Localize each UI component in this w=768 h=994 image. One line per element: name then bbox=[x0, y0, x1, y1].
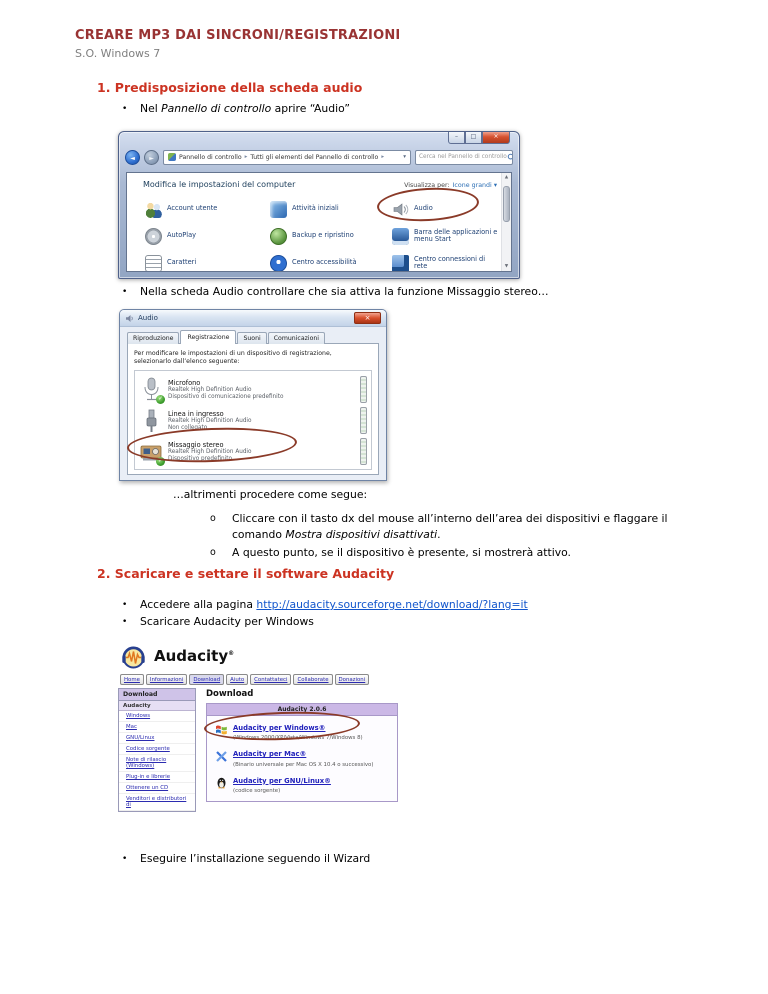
doc-title: CREARE MP3 DAI SINCRONI/REGISTRAZIONI bbox=[75, 28, 401, 43]
tab-registrazione: Registrazione bbox=[180, 330, 236, 344]
device-text bbox=[168, 441, 252, 463]
bullet-icon: • bbox=[122, 854, 128, 864]
sidebar-link-cd: Ottenere un CD bbox=[119, 783, 195, 794]
level-meter bbox=[360, 376, 367, 403]
download-heading: Download bbox=[206, 689, 254, 699]
sub-bullet-mostra-dispositivi bbox=[210, 511, 714, 543]
bullet-scaricare-audacity bbox=[122, 614, 314, 630]
text-run: . bbox=[437, 528, 441, 541]
close-icon: × bbox=[493, 133, 499, 140]
getting-started-icon bbox=[270, 201, 287, 218]
scroll-down-icon: ▼ bbox=[504, 264, 509, 269]
view-by-label: Visualizza per: bbox=[404, 182, 450, 189]
device-name: Microfono bbox=[168, 378, 201, 387]
section-1-heading: 1. Predisposizione della scheda audio bbox=[97, 80, 363, 95]
nav-donazioni: Donazioni bbox=[335, 674, 370, 685]
cp-item-label: Account utente bbox=[167, 204, 218, 213]
sub-bullet-icon: o bbox=[210, 513, 216, 524]
control-panel-screenshot bbox=[118, 131, 520, 279]
device-name: Missaggio stereo bbox=[168, 440, 224, 449]
cp-item-attivita-iniziali bbox=[270, 199, 392, 219]
cp-item-label: Audio bbox=[414, 204, 433, 213]
cp-item-centro-connessioni bbox=[392, 253, 511, 272]
bullet-text bbox=[140, 597, 528, 613]
taskbar-icon bbox=[392, 228, 409, 245]
cp-item-label: Centro accessibilità bbox=[292, 258, 357, 267]
level-meter bbox=[360, 438, 367, 465]
nav-informazioni: Informazioni bbox=[146, 674, 187, 685]
cp-item-audio bbox=[392, 199, 511, 219]
sidebar-link-mac: Mac bbox=[119, 722, 195, 733]
italic-run: Pannello di controllo bbox=[161, 102, 272, 115]
speaker-icon bbox=[125, 314, 134, 323]
scroll-up-icon: ▲ bbox=[504, 175, 509, 180]
followup-text: …altrimenti procedere come segue: bbox=[173, 488, 368, 501]
download-entry-linux bbox=[207, 769, 397, 795]
device-text bbox=[168, 410, 252, 432]
bullet-open-audio bbox=[122, 101, 350, 117]
sub-bullet-dispositivo-attivo bbox=[210, 545, 571, 561]
cp-item-account-utente bbox=[145, 199, 270, 219]
sidebar-link-gnulinux: GNU/Linux bbox=[119, 733, 195, 744]
nav-home: Home bbox=[120, 674, 144, 685]
nav-aiuto: Aiuto bbox=[226, 674, 248, 685]
text-run: Nel bbox=[140, 102, 162, 115]
bullet-icon: • bbox=[122, 287, 128, 297]
device-name: Linea in ingresso bbox=[168, 409, 224, 418]
address-bar bbox=[163, 150, 411, 165]
network-center-icon bbox=[392, 255, 409, 272]
device-row-linea-in-ingresso bbox=[139, 405, 367, 436]
audio-dialog-screenshot bbox=[119, 309, 387, 481]
back-button: ◄ bbox=[125, 150, 140, 165]
close-icon: × bbox=[364, 314, 371, 322]
device-row-missaggio-stereo bbox=[139, 436, 367, 467]
device-text bbox=[168, 379, 283, 401]
device-row-microfono bbox=[139, 374, 367, 405]
audacity-download-link[interactable]: http://audacity.sourceforge.net/download/?lang=it bbox=[256, 598, 528, 611]
speaker-icon bbox=[392, 201, 409, 218]
control-panel-heading: Modifica le impostazioni del computer bbox=[143, 180, 296, 189]
download-row bbox=[215, 748, 391, 761]
control-panel-header-row bbox=[127, 173, 511, 191]
fonts-icon bbox=[145, 255, 162, 272]
site-sidebar bbox=[118, 688, 196, 812]
dropdown-icon: ▾ bbox=[493, 182, 497, 189]
nav-collaborate: Collaborate bbox=[293, 674, 332, 685]
download-sub-windows: (Windows 2000/XP/Vista/Windows 7/Windows 8) bbox=[233, 735, 363, 741]
scrollbar bbox=[501, 173, 511, 271]
cp-item-caratteri bbox=[145, 253, 270, 272]
linux-tux-icon bbox=[215, 774, 228, 787]
sub-bullet-text bbox=[232, 511, 714, 543]
cp-item-label: Barra delle applicazioni e menu Start bbox=[414, 227, 498, 243]
dialog-panel bbox=[127, 343, 379, 475]
tab-comunicazioni: Comunicazioni bbox=[268, 332, 325, 344]
bullet-missaggio-stereo bbox=[122, 284, 549, 300]
control-panel-window bbox=[118, 131, 520, 279]
cp-item-barra-applicazioni bbox=[392, 226, 511, 246]
forward-button: ► bbox=[144, 150, 159, 165]
brand-text: Audacity bbox=[154, 647, 229, 665]
sidebar-link-plugin: Plug-in e librerie bbox=[119, 772, 195, 783]
download-entry-windows bbox=[207, 716, 397, 742]
windows-logo-icon bbox=[215, 721, 228, 734]
line-in-icon bbox=[139, 407, 163, 434]
sub-bullet-icon: o bbox=[210, 547, 216, 558]
mac-logo-icon bbox=[215, 748, 228, 761]
device-driver: Realtek High Definition Audio bbox=[168, 417, 252, 424]
doc-subtitle: S.O. Windows 7 bbox=[75, 47, 161, 60]
download-link-linux: Audacity per GNU/Linux® bbox=[233, 776, 331, 785]
device-status: Dispositivo predefinito bbox=[168, 455, 232, 462]
version-header: Audacity 2.0.6 bbox=[207, 704, 397, 716]
text-run: Accedere alla pagina bbox=[140, 598, 257, 611]
bullet-text: Nella scheda Audio controllare che sia attiva la funzione Missaggio stereo… bbox=[140, 285, 549, 298]
cp-item-label: Attività iniziali bbox=[292, 204, 339, 213]
cp-item-label: AutoPlay bbox=[167, 231, 197, 240]
nav-download: Download bbox=[189, 674, 224, 685]
bullet-icon: • bbox=[122, 617, 128, 627]
sidebar-link-venditori: Venditori e distributori di bbox=[119, 794, 195, 811]
audacity-logo-icon bbox=[120, 643, 147, 670]
view-by-selected: Icone grandi bbox=[452, 182, 492, 189]
sidebar-link-note-rilascio: Note di rilascio (Windows) bbox=[119, 755, 195, 772]
bullet-text: Scaricare Audacity per Windows bbox=[140, 615, 314, 628]
close-button bbox=[482, 132, 510, 144]
breadcrumb-separator-icon: ▸ bbox=[381, 154, 385, 160]
close-button bbox=[354, 312, 381, 324]
cp-item-label: Centro connessioni di rete bbox=[414, 254, 486, 270]
breadcrumb-separator-icon: ▸ bbox=[244, 154, 248, 160]
minimize-button bbox=[448, 132, 465, 144]
download-sub-linux: (codice sorgente) bbox=[233, 788, 281, 794]
microphone-icon bbox=[139, 376, 163, 403]
italic-run: Mostra dispositivi disattivati bbox=[285, 528, 438, 541]
device-driver: Realtek High Definition Audio bbox=[168, 386, 252, 393]
cp-item-label: Backup e ripristino bbox=[292, 231, 354, 240]
cp-item-centro-accessibilita bbox=[270, 253, 392, 272]
device-driver: Realtek High Definition Audio bbox=[168, 448, 252, 455]
search-placeholder: Cerca nel Pannello di controllo bbox=[419, 154, 507, 160]
text-run: Cliccare con il tasto dx del mouse all’interno dell’area dei dispositivi e flaggare il comando bbox=[232, 512, 668, 541]
sidebar-link-codice-sorgente: Codice sorgente bbox=[119, 744, 195, 755]
audio-dialog-window bbox=[119, 309, 387, 481]
text-run: aprire “Audio” bbox=[271, 102, 350, 115]
cp-item-backup bbox=[270, 226, 392, 246]
control-panel-body bbox=[126, 172, 512, 272]
download-sub-mac: (Binario universale per Mac OS X 10.4 o successivo) bbox=[233, 761, 374, 768]
default-device-check-icon: ✓ bbox=[156, 395, 165, 404]
bullet-icon: • bbox=[122, 104, 128, 114]
sidebar-subheader: Audacity bbox=[119, 701, 195, 711]
window-controls bbox=[448, 132, 510, 144]
site-nav bbox=[120, 674, 414, 685]
bullet-accedere-pagina bbox=[122, 597, 528, 613]
device-status: Dispositivo di comunicazione predefinito bbox=[168, 393, 284, 400]
user-accounts-icon bbox=[145, 201, 162, 218]
audacity-header bbox=[118, 640, 414, 672]
download-link-windows: Audacity per Windows® bbox=[233, 723, 326, 732]
view-by-value bbox=[453, 182, 497, 189]
section-2-heading: 2. Scaricare e settare il software Audacity bbox=[97, 566, 395, 581]
dialog-instruction: Per modificare le impostazioni di un dispositivo di registrazione, selezionarlo dall’elenco seguente: bbox=[134, 350, 332, 365]
breadcrumb-root: Pannello di controllo bbox=[179, 153, 242, 161]
stereo-mix-icon bbox=[139, 438, 163, 465]
search-icon bbox=[507, 153, 513, 162]
address-row bbox=[125, 146, 513, 168]
download-row bbox=[215, 721, 391, 734]
sidebar-link-windows: Windows bbox=[119, 711, 195, 722]
cp-item-autoplay bbox=[145, 226, 270, 246]
audacity-website-screenshot bbox=[118, 640, 414, 830]
site-columns bbox=[118, 688, 414, 812]
default-device-check-icon: ✓ bbox=[156, 457, 165, 466]
download-row bbox=[215, 774, 391, 787]
address-dropdown-icon: ▾ bbox=[403, 154, 406, 160]
control-panel-search bbox=[415, 150, 513, 165]
site-main bbox=[196, 688, 414, 802]
autoplay-cd-icon bbox=[145, 228, 162, 245]
device-list bbox=[134, 370, 372, 470]
control-panel-icon bbox=[168, 153, 176, 161]
audacity-brand bbox=[154, 647, 234, 665]
tab-riproduzione: Riproduzione bbox=[127, 332, 179, 344]
download-link-mac: Audacity per Mac® bbox=[233, 750, 307, 758]
bullet-text bbox=[140, 101, 350, 117]
sub-bullet-text: A questo punto, se il dispositivo è presente, si mostrerà attivo. bbox=[232, 546, 571, 559]
download-entry-mac bbox=[207, 743, 397, 769]
sidebar-header: Download bbox=[119, 689, 195, 701]
level-meter bbox=[360, 407, 367, 434]
cp-item-label: Caratteri bbox=[167, 258, 197, 267]
view-by bbox=[404, 182, 497, 189]
backup-restore-icon bbox=[270, 228, 287, 245]
bullet-text: Eseguire l’installazione seguendo il Wizard bbox=[140, 852, 371, 865]
dialog-titlebar bbox=[120, 310, 386, 327]
breadcrumb-page: Tutti gli elementi del Pannello di controllo bbox=[250, 153, 379, 161]
download-box bbox=[206, 703, 398, 802]
dialog-title: Audio bbox=[138, 314, 158, 322]
nav-contattateci: Contattateci bbox=[250, 674, 291, 685]
bullet-icon: • bbox=[122, 600, 128, 610]
dialog-tabs bbox=[120, 327, 386, 344]
tab-suoni: Suoni bbox=[237, 332, 266, 344]
ease-of-access-icon bbox=[270, 255, 287, 272]
maximize-icon: □ bbox=[470, 133, 477, 140]
registered-mark: ® bbox=[228, 650, 235, 657]
scrollbar-thumb bbox=[503, 186, 510, 222]
bullet-eseguire-installazione bbox=[122, 851, 370, 867]
maximize-button bbox=[465, 132, 482, 144]
control-panel-items bbox=[127, 191, 511, 272]
device-status: Non collegato bbox=[168, 424, 208, 431]
minimize-icon: – bbox=[455, 133, 458, 140]
